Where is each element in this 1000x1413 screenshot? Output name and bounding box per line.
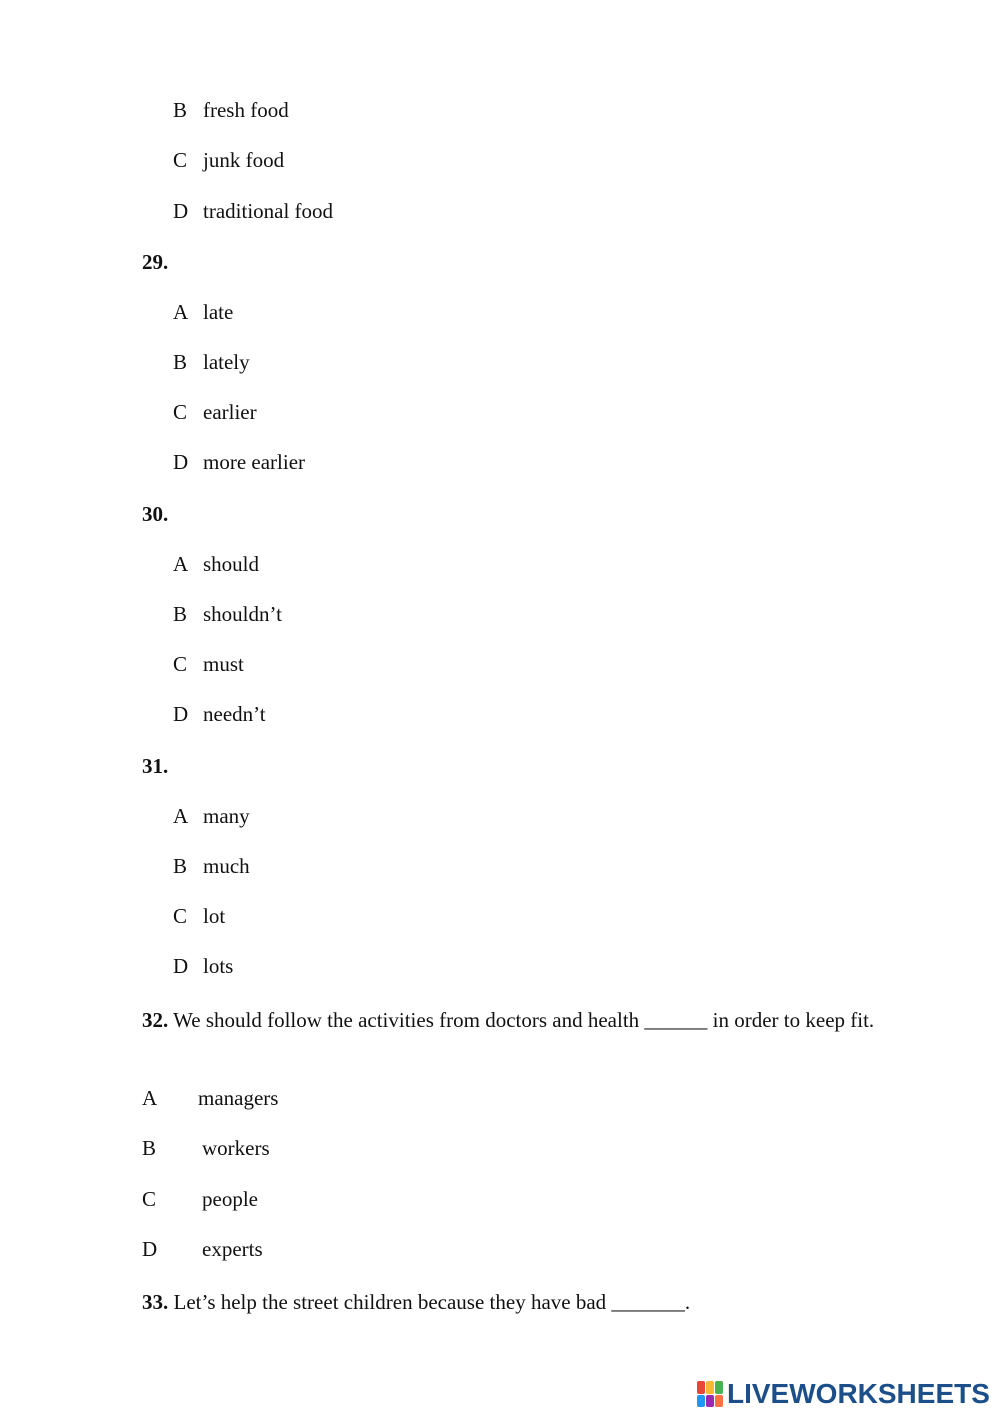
option-text: must	[203, 652, 244, 676]
option-text: lots	[203, 954, 234, 978]
option-letter: C	[173, 400, 188, 424]
q31-option-d[interactable]	[173, 954, 233, 979]
q32-option-d[interactable]	[142, 1237, 263, 1262]
option-letter: B	[173, 98, 188, 122]
option-d[interactable]	[173, 199, 333, 224]
logo-mark-icon	[697, 1381, 723, 1407]
question-number-32: 32.	[142, 1008, 169, 1032]
q31-option-c[interactable]	[173, 904, 225, 929]
q30-option-a[interactable]	[173, 552, 259, 577]
question-32	[142, 1005, 912, 1035]
option-text: traditional food	[203, 199, 334, 223]
option-text: people	[202, 1187, 258, 1211]
option-letter: D	[173, 450, 189, 474]
option-text: shouldn’t	[203, 602, 282, 626]
liveworksheets-logo	[697, 1376, 990, 1412]
option-text: lot	[203, 904, 226, 928]
question-number-29: 29.	[142, 250, 169, 274]
q32-option-c[interactable]	[142, 1187, 258, 1212]
option-text: needn’t	[203, 702, 266, 726]
option-letter: D	[173, 702, 189, 726]
option-letter: D	[173, 199, 189, 223]
option-text: should	[203, 552, 260, 576]
option-letter: A	[173, 552, 189, 576]
option-letter: C	[173, 148, 188, 172]
option-text: late	[203, 300, 234, 324]
q32-option-a[interactable]	[142, 1086, 278, 1111]
option-text: much	[203, 854, 250, 878]
option-letter: B	[173, 854, 188, 878]
option-text: fresh food	[203, 98, 289, 122]
q29-option-a[interactable]	[173, 300, 233, 325]
q30-option-c[interactable]	[173, 652, 244, 677]
q30-option-d[interactable]	[173, 702, 266, 727]
option-text: earlier	[203, 400, 257, 424]
q29-option-c[interactable]	[173, 400, 257, 425]
option-letter: D	[173, 954, 189, 978]
option-letter: C	[173, 904, 188, 928]
option-text: many	[203, 804, 250, 828]
option-text: experts	[202, 1237, 263, 1261]
logo-text: LIVEWORKSHEETS	[727, 1378, 990, 1409]
q29-option-d[interactable]	[173, 450, 305, 475]
option-letter: A	[173, 300, 189, 324]
question-text: We should follow the activities from doctors and health ______ in order to keep fit.	[173, 1008, 875, 1032]
option-c[interactable]	[173, 148, 284, 173]
option-letter: B	[142, 1136, 157, 1160]
option-letter: D	[142, 1237, 158, 1261]
question-number-31: 31.	[142, 754, 169, 778]
option-text: workers	[202, 1136, 270, 1160]
option-text: managers	[198, 1086, 279, 1110]
option-text: more earlier	[203, 450, 306, 474]
option-letter: B	[173, 350, 188, 374]
q31-option-a[interactable]	[173, 804, 250, 829]
question-text: Let’s help the street children because they have bad _______.	[173, 1290, 691, 1314]
option-text: lately	[203, 350, 250, 374]
option-letter: A	[173, 804, 189, 828]
q30-option-b[interactable]	[173, 602, 282, 627]
option-letter: C	[173, 652, 188, 676]
q29-option-b[interactable]	[173, 350, 250, 375]
option-letter: A	[142, 1086, 158, 1110]
option-text: junk food	[203, 148, 285, 172]
question-33	[142, 1287, 912, 1317]
option-b[interactable]	[173, 98, 289, 123]
question-number-30: 30.	[142, 502, 169, 526]
question-number-33: 33.	[142, 1290, 169, 1314]
option-letter: B	[173, 602, 188, 626]
q31-option-b[interactable]	[173, 854, 250, 879]
option-letter: C	[142, 1187, 157, 1211]
q32-option-b[interactable]	[142, 1136, 270, 1161]
